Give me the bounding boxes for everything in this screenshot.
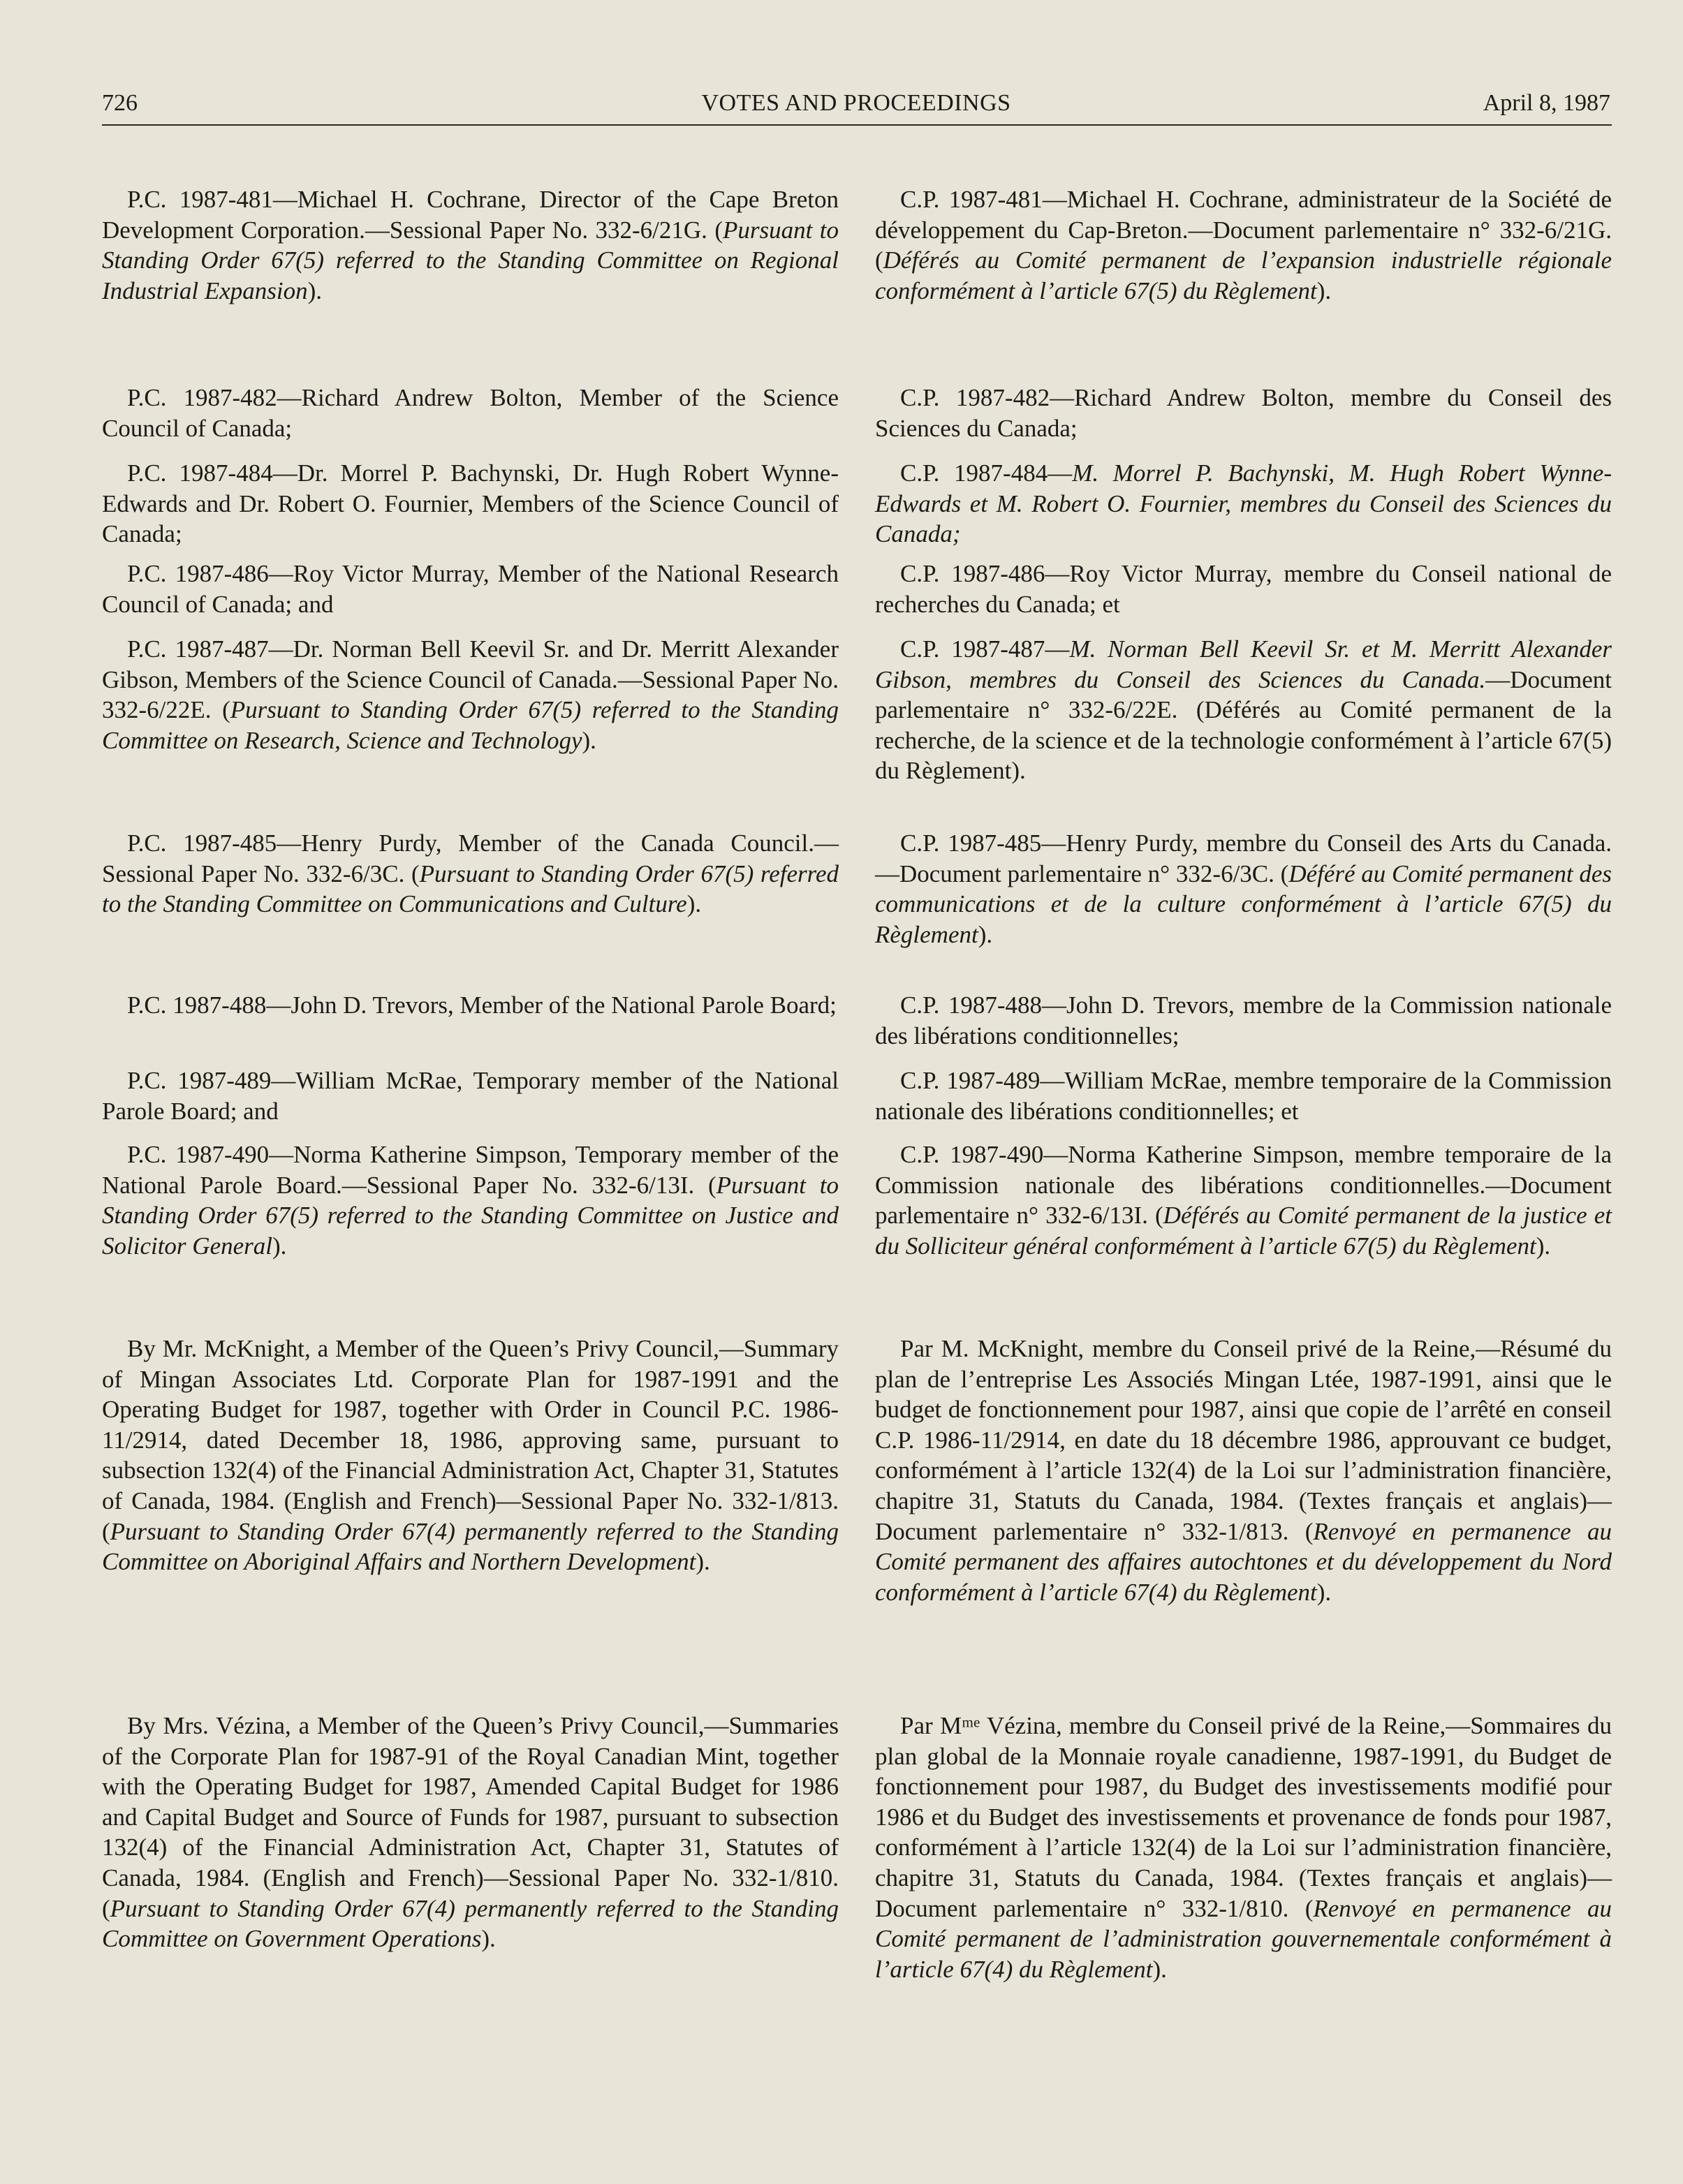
- paragraph-en-487: P.C. 1987-487—Dr. Norman Bell Keevil Sr. and Dr. Merritt Alexander Gibson, Members of the Science Council of Canada.—Sessional Paper No. 332-6/22E. (Pursuant to Standing Order 67(5) referred to the Standing Committee on Research, Science and Technology).: [102, 635, 839, 754]
- page-title: VOTES AND PROCEEDINGS: [701, 90, 1011, 116]
- paragraph-fr-485: C.P. 1987-485—Henry Purdy, membre du Conseil des Arts du Canada.—Document parlementaire n° 332-6/3C. (Déféré au Comité permanent des communications et de la culture conformément à l’article 67(5) du Règlement).: [875, 829, 1612, 948]
- paragraph-en-484: P.C. 1987-484—Dr. Morrel P. Bachynski, Dr. Hugh Robert Wynne-Edwards and Dr. Robert O. Fournier, Members of the Science Council of Canada;: [102, 459, 839, 548]
- paragraph-en-488: P.C. 1987-488—John D. Trevors, Member of the National Parole Board;: [127, 991, 837, 1019]
- paragraph-fr-mcknight: Par M. McKnight, membre du Conseil privé de la Reine,—Résumé du plan de l’entreprise Les Associés Mingan Ltée, 1987-1991, ainsi que le budget de fonctionnement pour 1987, ainsi que copie de l’arrêté en conseil C.P. 1986-11/2914, en date du 18 décembre 1986, approuvant ce budget, conformément à l’article 132(4) de la Loi sur l’administration financière, chapitre 31, Statuts du Canada, 1984. (Textes français et anglais)—Document parlementaire n° 332-1/813. (Renvoyé en permanence au Comité permanent des affaires autochtones et du développement du Nord conformément à l’article 67(4) du Règlement).: [875, 1335, 1612, 1606]
- paragraph-fr-vezina: Par Mᵐᵉ Vézina, membre du Conseil privé de la Reine,—Sommaires du plan global de la Monnaie royale canadienne, 1987-1991, du Budget de fonctionnement pour 1987, du Budget des investissements modifié pour 1986 et du Budget des investissements et provenance de fonds pour 1987, conformément à l’article 132(4) de la Loi sur l’administration financière, chapitre 31, Statuts du Canada, 1984. (Textes français et anglais)—Document parlementaire n° 332-1/810. (Renvoyé en permanence au Comité permanent de l’administration gouvernementale conformément à l’article 67(4) du Règlement).: [875, 1712, 1612, 1983]
- page-date: April 8, 1987: [1483, 90, 1610, 116]
- paragraph-en-481: P.C. 1987-481—Michael H. Cochrane, Director of the Cape Breton Development Corporation.—Sessional Paper No. 332-6/21G. (Pursuant to Standing Order 67(5) referred to the Standing Committee on Regional Industrial Expansion).: [102, 186, 839, 304]
- paragraph-fr-488: C.P. 1987-488—John D. Trevors, membre de la Commission nationale des libérations conditionnelles;: [875, 991, 1612, 1049]
- paragraph-en-489: P.C. 1987-489—William McRae, Temporary member of the National Parole Board; and: [102, 1067, 839, 1125]
- paragraph-en-485: P.C. 1987-485—Henry Purdy, Member of the Canada Council.—Sessional Paper No. 332-6/3C. (Pursuant to Standing Order 67(5) referred to the Standing Committee on Communications and Culture).: [102, 829, 839, 918]
- paragraph-fr-489: C.P. 1987-489—William McRae, membre temporaire de la Commission nationale des libérations conditionnelles; et: [875, 1067, 1612, 1125]
- paragraph-en-482: P.C. 1987-482—Richard Andrew Bolton, Member of the Science Council of Canada;: [102, 384, 839, 442]
- paragraph-en-490: P.C. 1987-490—Norma Katherine Simpson, Temporary member of the National Parole Board.—Sessional Paper No. 332-6/13I. (Pursuant to Standing Order 67(5) referred to the Standing Committee on Justice and Solicitor General).: [102, 1141, 839, 1260]
- paragraph-fr-481: C.P. 1987-481—Michael H. Cochrane, administrateur de la Société de développement du Cap-Breton.—Document parlementaire n° 332-6/21G. (Déférés au Comité permanent de l’expansion industrielle régionale conformément à l’article 67(5) du Règlement).: [875, 186, 1612, 304]
- paragraph-fr-484: C.P. 1987-484—M. Morrel P. Bachynski, M. Hugh Robert Wynne-Edwards et M. Robert O. Fournier, membres du Conseil des Sciences du Canada;: [875, 459, 1612, 548]
- paragraph-fr-490: C.P. 1987-490—Norma Katherine Simpson, membre temporaire de la Commission nationale des libérations conditionnelles.—Document parlementaire n° 332-6/13I. (Déférés au Comité permanent de la justice et du Solliciteur général conformément à l’article 67(5) du Règlement).: [875, 1141, 1612, 1260]
- paragraph-fr-482: C.P. 1987-482—Richard Andrew Bolton, membre du Conseil des Sciences du Canada;: [875, 384, 1612, 442]
- paragraph-en-vezina: By Mrs. Vézina, a Member of the Queen’s Privy Council,—Summaries of the Corporate Plan for 1987-91 of the Royal Canadian Mint, together with the Operating Budget for 1987, Amended Capital Budget for 1986 and Capital Budget and Source of Funds for 1987, pursuant to subsection 132(4) of the Financial Administration Act, Chapter 31, Statutes of Canada, 1984. (English and French)—Sessional Paper No. 332-1/810. (Pursuant to Standing Order 67(4) permanently referred to the Standing Committee on Government Operations).: [102, 1712, 839, 1953]
- header-rule: [102, 124, 1612, 126]
- paragraph-en-486: P.C. 1987-486—Roy Victor Murray, Member of the National Research Council of Canada; and: [102, 560, 839, 618]
- page-header: [102, 89, 1610, 128]
- paragraph-fr-487: C.P. 1987-487—M. Norman Bell Keevil Sr. et M. Merritt Alexander Gibson, membres du Conseil des Sciences du Canada.—Document parlementaire n° 332-6/22E. (Déférés au Comité permanent de la recherche, de la science et de la technologie conformément à l’article 67(5) du Règlement).: [875, 635, 1612, 785]
- paragraph-fr-486: C.P. 1987-486—Roy Victor Murray, membre du Conseil national de recherches du Canada; et: [875, 560, 1612, 618]
- paragraph-en-mcknight: By Mr. McKnight, a Member of the Queen’s Privy Council,—Summary of Mingan Associates Ltd. Corporate Plan for 1987-1991 and the Operating Budget for 1987, together with Order in Council P.C. 1986-11/2914, dated December 18, 1986, approving same, pursuant to subsection 132(4) of the Financial Administration Act, Chapter 31, Statutes of Canada, 1984. (English and French)—Sessional Paper No. 332-1/813. (Pursuant to Standing Order 67(4) permanently referred to the Standing Committee on Aboriginal Affairs and Northern Development).: [102, 1335, 839, 1576]
- page-number: 726: [102, 90, 138, 116]
